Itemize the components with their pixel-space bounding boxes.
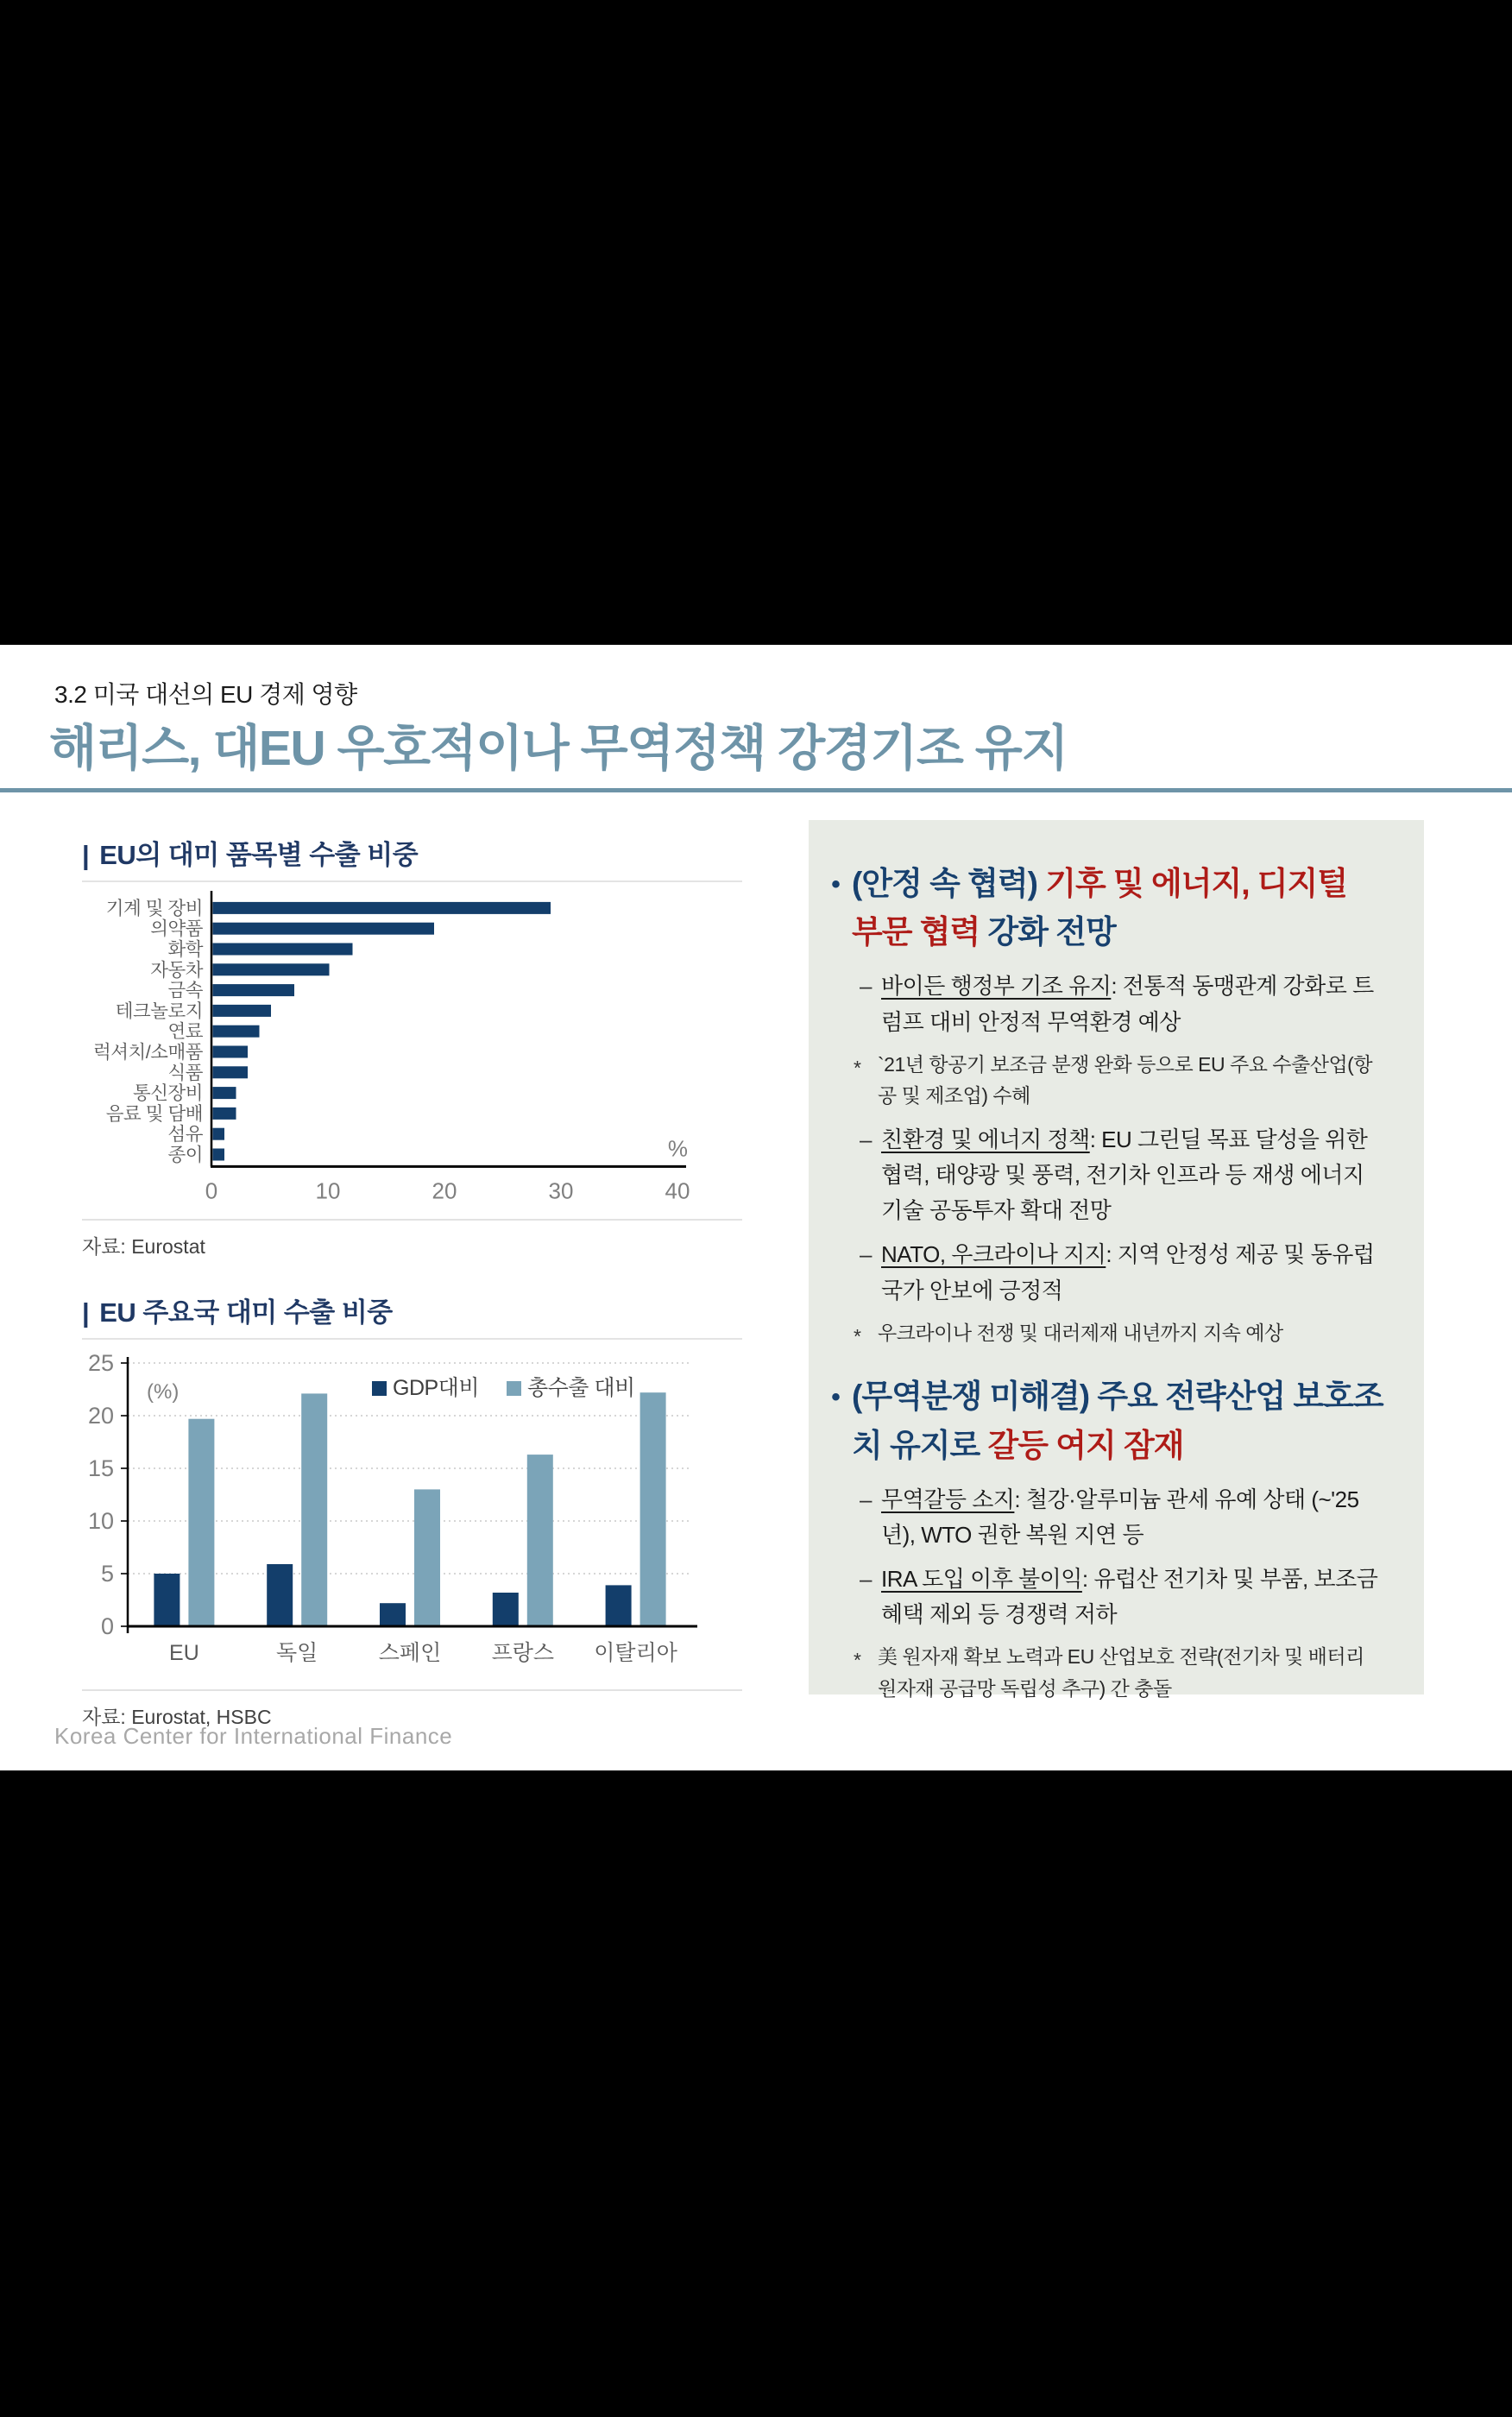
asterisk-icon: * [854, 1649, 861, 1672]
svg-text:통신장비: 통신장비 [132, 1082, 204, 1104]
footnote-text: 우크라이나 전쟁 및 대러제재 내년까지 지속 예상 [878, 1321, 1283, 1344]
svg-text:이탈리아: 이탈리아 [594, 1641, 677, 1666]
svg-text:종이: 종이 [167, 1144, 204, 1165]
svg-text:25: 25 [87, 1350, 114, 1377]
report-slide [0, 645, 1512, 1770]
svg-text:자동차: 자동차 [150, 959, 204, 981]
panel-footnote [852, 1641, 1384, 1705]
dash-icon: – [860, 1126, 872, 1153]
page-title: 해리스, 대EU 우호적이나 무역정책 강경기조 유지 [49, 721, 1068, 776]
section-bar-glyph: | [82, 840, 90, 870]
svg-text:금속: 금속 [167, 980, 204, 1001]
spacer [82, 1259, 742, 1291]
svg-text:섬유: 섬유 [167, 1124, 204, 1145]
svg-text:0: 0 [100, 1613, 114, 1640]
subpoint-text: 바이든 행정부 기조 유지: 전통적 동맹관계 강화로 트럼프 대비 안정적 무역환경 예상 [881, 973, 1374, 1035]
panel-footnote [852, 1317, 1384, 1353]
dash-icon: – [860, 1486, 872, 1512]
panel-subpoint [850, 1237, 1384, 1308]
svg-text:스페인: 스페인 [378, 1641, 442, 1666]
key-points-panel [809, 820, 1424, 1700]
chart1-title: EU의 대미 품목별 수출 비중 [99, 840, 419, 870]
svg-text:10: 10 [315, 1177, 341, 1204]
svg-text:20: 20 [87, 1403, 114, 1429]
svg-text:40: 40 [665, 1177, 690, 1204]
subpoint-text: 친환경 및 에너지 정책: EU 그린딜 목표 달성을 위한 협력, 태양광 및 풍력, 전기차 인프라 등 재생 에너지 기술 공동투자 확대 전망 [881, 1126, 1368, 1224]
panel-footnote [852, 1049, 1384, 1113]
chart1-title-rule [82, 880, 742, 882]
svg-text:20: 20 [432, 1177, 457, 1204]
svg-text:5: 5 [100, 1561, 114, 1587]
dash-icon: – [860, 973, 872, 1000]
chart2-section-title [82, 1291, 742, 1329]
chart2-title-rule [82, 1338, 742, 1340]
title-divider [0, 788, 1512, 792]
svg-text:식품: 식품 [167, 1062, 204, 1083]
svg-text:화학: 화학 [167, 938, 204, 960]
svg-text:프랑스: 프랑스 [491, 1641, 555, 1666]
svg-text:(%): (%) [147, 1380, 180, 1404]
svg-text:럭셔치/소매품: 럭셔치/소매품 [93, 1041, 204, 1063]
panel-heading-text: (무역분쟁 미해결) 주요 전략산업 보호조치 유지로 갈등 여지 잠재 [852, 1379, 1383, 1463]
bullet-dot-icon: • [831, 1383, 840, 1412]
svg-text:%: % [667, 1135, 688, 1162]
panel-subpoint [850, 1562, 1384, 1632]
panel-heading-text: (안정 속 협력) 기후 및 에너지, 디지털 부문 협력 강화 전망 [852, 866, 1347, 950]
svg-text:음료 및 담배: 음료 및 담배 [105, 1103, 204, 1125]
grouped-bar-chart [82, 1341, 742, 1684]
chart1-source: 자료: Eurostat [82, 1219, 742, 1259]
chart1-section-title [82, 833, 742, 872]
panel-subpoint [850, 1122, 1384, 1228]
svg-text:연료: 연료 [167, 1021, 204, 1043]
charts-column [82, 833, 742, 1730]
svg-text:기계 및 장비: 기계 및 장비 [105, 898, 204, 919]
svg-text:10: 10 [87, 1508, 114, 1535]
svg-text:총수출 대비: 총수출 대비 [527, 1376, 635, 1401]
panel-heading-1 [819, 860, 1384, 956]
svg-text:의약품: 의약품 [150, 918, 204, 940]
asterisk-icon: * [854, 1056, 861, 1079]
dash-icon: – [860, 1241, 872, 1268]
chart2-title: EU 주요국 대미 수출 비중 [99, 1297, 393, 1328]
asterisk-icon: * [854, 1324, 861, 1347]
svg-text:0: 0 [205, 1177, 218, 1204]
svg-text:15: 15 [87, 1455, 114, 1482]
svg-text:30: 30 [548, 1177, 574, 1204]
dash-icon: – [860, 1566, 872, 1593]
subpoint-text: 무역갈등 소지: 철강·알루미늄 관세 유예 상태 (~'25년), WTO 권한 복원 지연 등 [881, 1486, 1359, 1548]
panel-subpoint [850, 969, 1384, 1039]
svg-text:EU: EU [169, 1641, 199, 1666]
org-footer: Korea Center for International Finance [54, 1723, 453, 1749]
svg-text:테크놀로지: 테크놀로지 [115, 1000, 204, 1022]
panel-subpoint [850, 1482, 1384, 1553]
svg-text:독일: 독일 [276, 1641, 318, 1666]
section-kicker: 3.2 미국 대선의 EU 경제 영향 [54, 681, 357, 708]
svg-text:GDP대비: GDP대비 [393, 1376, 479, 1401]
section-bar-glyph: | [82, 1297, 90, 1328]
subpoint-text: NATO, 우크라이나 지지: 지역 안정성 제공 및 동유럽 국가 안보에 긍정적 [881, 1241, 1375, 1303]
chart2-source: 자료: Eurostat, HSBC [82, 1689, 742, 1730]
subpoint-text: IRA 도입 이후 불이익: 유럽산 전기차 및 부품, 보조금 혜택 제외 등 경쟁력 저하 [881, 1566, 1378, 1628]
bullet-dot-icon: • [831, 870, 840, 899]
footnote-text: `21년 항공기 보조금 분쟁 완화 등으로 EU 주요 수출산업(항공 및 제조업) 수혜 [878, 1052, 1373, 1108]
footnote-text: 美 원자재 확보 노력과 EU 산업보호 전략(전기차 및 배터리 원자재 공급망 독립성 추구) 간 충돌 [878, 1645, 1364, 1700]
panel-heading-2 [819, 1373, 1384, 1469]
horizontal-bar-chart [82, 884, 742, 1214]
